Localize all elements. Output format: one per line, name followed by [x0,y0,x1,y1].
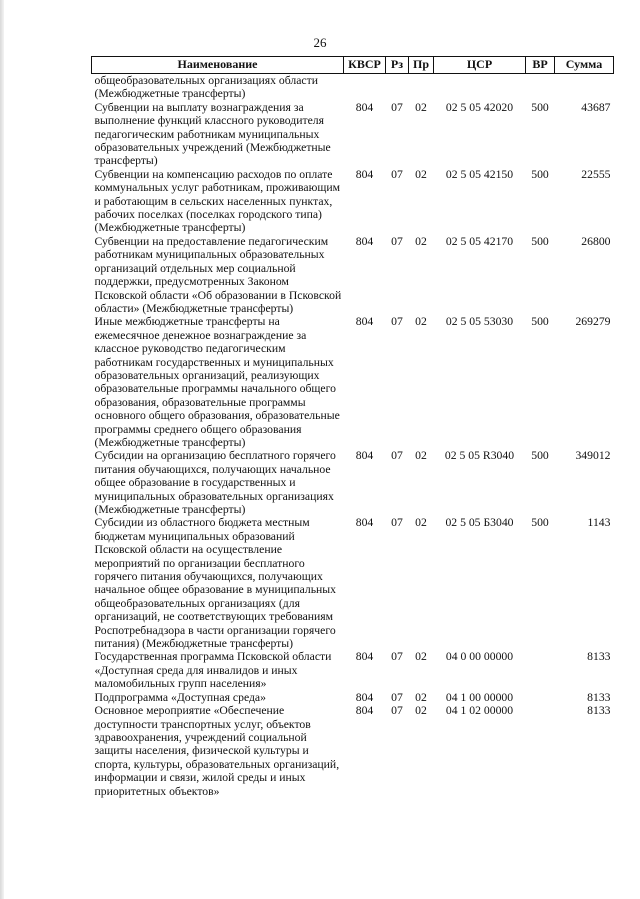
row-sum: 8133 [587,650,611,664]
row-vr [526,650,555,690]
row-pr: 02 [415,690,427,704]
row-kvsr: 804 [355,100,374,114]
row-name: Субвенции на предоставление педагогическим работникам муниципальных образовательных организаций отдельных мер социальной поддержки, предусмотренных Законом Псковской области «Об образовании в Псковской области» (Межбюджетные трансферты) [94,234,342,315]
row-sum: 1143 [587,516,611,530]
row-csr: 02 5 05 42020 [445,100,514,114]
row-csr: 04 1 00 00000 [445,690,514,704]
row-name: Субсидии из областного бюджета местным бюджетам муниципальных образований Псковской области на осуществление мероприятий по организации бесплатного горячего питания обучающихся, получающих начальное общее образование в муниципальных общеобразовательных организациях (для организаций, не соответствующих требованиям Роспотребнадзора в части организации горячего питания) (Межбюджетные трансферты) [94,516,336,651]
row-kvsr: 804 [355,315,374,329]
row-rz: 07 [391,650,403,664]
row-rz: 07 [391,704,403,718]
row-pr: 02 [415,315,427,329]
row-sum: 8133 [587,690,611,704]
row-pr: 02 [415,516,427,530]
row-kvsr: 804 [355,650,374,664]
table-row [92,74,614,101]
header-pr: Пр [409,57,434,74]
row-rz: 07 [391,100,403,114]
row-sum: 22555 [581,167,611,181]
header-name: Наименование [92,57,344,74]
table-row [92,449,614,516]
row-name: Субвенции на выплату вознаграждения за выполнение функций классного руководителя педагогическим работникам муниципальных образовательных учреждений (Межбюджетные трансферты) [94,100,331,168]
row-vr: 500 [531,167,549,181]
row-vr [526,691,555,704]
table-row [92,168,614,235]
row-name: Субвенции на компенсацию расходов по оплате коммунальных услуг работникам, проживающим и работающим в сельских населенных пунктах, рабочих поселках (поселках городского типа) (Межбюджетные трансферты) [94,167,340,235]
row-kvsr: 804 [355,704,374,718]
row-name: Подпрограмма «Доступная среда» [94,690,266,704]
row-vr: 500 [531,234,549,248]
row-name: Иные межбюджетные трансферты на ежемесячное денежное вознаграждение за классное руководство педагогическим работникам государственных и муниципальных образовательных организаций, реализующих образовательные программы начального общего образования, образовательные программы основного общего образования, образовательные программы среднего общего образования (Межбюджетные трансферты) [94,315,340,449]
header-csr: ЦСР [434,57,526,74]
header-sum: Сумма [555,57,614,74]
row-vr [526,74,555,101]
row-csr: 02 5 05 Б3040 [445,516,514,530]
scan-left-edge [0,0,4,899]
row-sum: 8133 [587,704,611,718]
budget-table [91,56,614,798]
table-row [92,691,614,704]
row-sum: 349012 [575,449,611,463]
row-pr: 02 [415,167,427,181]
row-kvsr: 804 [355,516,374,530]
row-kvsr [344,74,386,101]
row-vr: 500 [531,449,549,463]
row-pr: 02 [415,100,427,114]
row-pr: 02 [415,234,427,248]
row-csr: 04 0 00 00000 [445,650,514,664]
row-csr: 02 5 05 53030 [445,315,514,329]
row-pr: 02 [415,704,427,718]
row-kvsr: 804 [355,449,374,463]
row-name: общеобразовательных организациях области (Межбюджетные трансферты) [94,74,318,101]
row-sum [555,74,614,101]
row-rz: 07 [391,234,403,248]
table-header-row [92,57,614,74]
row-rz: 07 [391,167,403,181]
row-pr: 02 [415,449,427,463]
row-pr: 02 [415,650,427,664]
row-name: Государственная программа Псковской области «Доступная среда для инвалидов и иных маломобильных групп населения» [94,650,332,691]
table-row [92,315,614,449]
row-vr: 500 [531,315,549,329]
row-rz: 07 [391,516,403,530]
row-rz: 07 [391,690,403,704]
row-kvsr: 804 [355,234,374,248]
table-row [92,650,614,690]
row-sum: 43687 [581,100,611,114]
header-kvsr: КВСР [344,57,386,74]
table-row [92,101,614,168]
row-kvsr: 804 [355,167,374,181]
table-row [92,704,614,798]
page-number: 26 [313,35,327,50]
row-sum: 26800 [581,234,611,248]
row-rz [386,74,409,101]
row-sum: 269279 [575,315,611,329]
row-name: Субсидии на организацию бесплатного горячего питания обучающихся, получающих начальное общее образование в государственных и муниципальных образовательных организациях (Межбюджетные трансферты) [94,449,336,516]
table-row [92,516,614,650]
row-kvsr: 804 [355,690,374,704]
row-csr: 02 5 05 42170 [445,234,514,248]
row-name: Основное мероприятие «Обеспечение доступности транспортных услуг, объектов здравоохранения, учреждений социальной защиты населения, физической культуры и спорта, культуры, образовательных организаций, информации и связи, жилой среды и иных приоритетных объектов» [94,704,340,798]
header-vr: ВР [526,57,555,74]
row-rz: 07 [391,315,403,329]
row-csr: 02 5 05 42150 [445,167,514,181]
row-vr: 500 [531,100,549,114]
row-vr: 500 [531,516,549,530]
header-rz: Рз [386,57,409,74]
row-rz: 07 [391,449,403,463]
row-csr [434,74,526,101]
table-row [92,235,614,315]
row-pr [409,74,434,101]
row-csr: 02 5 05 R3040 [444,449,515,463]
row-vr [526,704,555,798]
row-csr: 04 1 02 00000 [445,704,514,718]
